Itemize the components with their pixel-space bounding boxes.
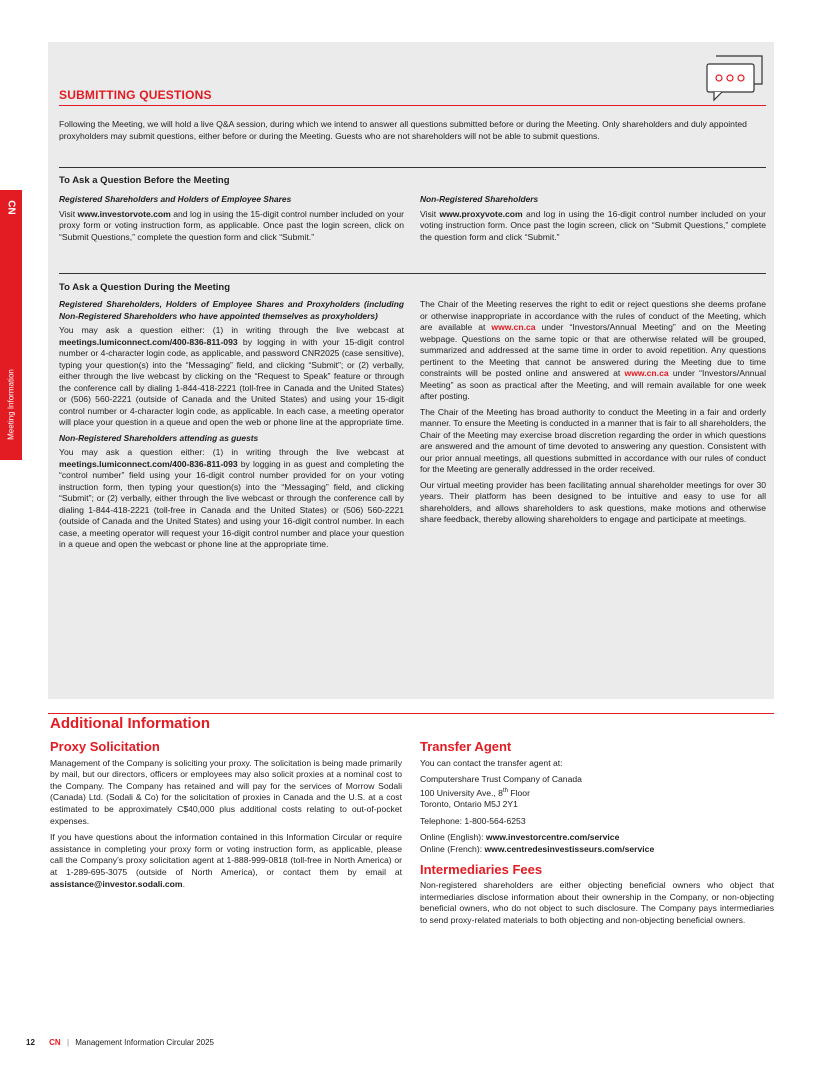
proxyvote-link[interactable]: www.proxyvote.com — [439, 208, 523, 219]
proxy-heading: Proxy Solicitation — [50, 739, 160, 754]
transfer-agent-section — [420, 741, 774, 932]
online-english: Online (English): www.investorcentre.com/service — [420, 832, 620, 843]
fees-heading: Intermediaries Fees — [420, 861, 543, 877]
telephone: Telephone: 1-800-564-6253 — [420, 815, 526, 826]
address-line-1: Computershare Trust Company of Canada — [420, 774, 582, 785]
footer-document-title: Management Information Circular 2025 — [75, 1038, 214, 1047]
proxy-paragraph-1: Management of the Company is soliciting your proxy. The solicitation is being made primarily by mail, but our directors, officers or employees may also solicit proxies at a nominal cost to the Company. The Company has retained and will pay for the services of Morrow Sodali (Canada) Ltd. (Sodali & Co) for the solicitation of proxies in Canada and the U.S. at a cost estimated to be approximately C$40,000 plus additional costs relating to out-of-pocket expenses. — [50, 757, 402, 826]
address-line-3: Toronto, Ontario M5J 2Y1 — [420, 799, 518, 810]
chair-authority-paragraph: The Chair of the Meeting has broad authority to conduct the Meeting in a fair and orderly manner. To ensure the Meeting is conducted in a manner that is fair to all shareholders, the Chair of the Meeting may exercise broad discretion regarding the order in which questions are answered and the amount of time devoted to answering any question. Consistent with our prior annual meetings, all questions submitted in accordance with our rules of conduct for the Meeting are generally addressed in the order received. — [420, 406, 766, 474]
section-title: SUBMITTING QUESTIONS — [59, 88, 212, 102]
during-left-subheading-1: Registered Shareholders, Holders of Employee Shares and Proxyholders (including Non-Registered Shareholders who have appointed themselves as proxyholders) — [59, 299, 404, 321]
provider-paragraph: Our virtual meeting provider has been facilitating annual shareholder meetings for over 30 years. Their platform has been designed to be intuitive and easy to use for all shareholders, and allows shareholders to ask questions, make motions and otherwise share feedback, thereby allowing shareholders to engage and participate at meetings. — [420, 479, 766, 524]
intro-paragraph: Following the Meeting, we will hold a live Q&A session, during which we intend to answer all questions submitted before or during the Meeting. Only shareholders and duly appointed proxyholders may submit questions, either before or during the Meeting. Guests who are not shareholders will not be able to submit questions. — [59, 119, 747, 141]
before-right-subheading: Non-Registered Shareholders — [420, 194, 539, 204]
investorvote-link[interactable]: www.investorvote.com — [77, 208, 171, 219]
footer-separator: | — [66, 1038, 70, 1047]
cn-website-link[interactable]: www.cn.ca — [624, 368, 669, 378]
cn-website-link[interactable]: www.cn.ca — [491, 322, 536, 332]
chat-bubble-icon — [704, 52, 766, 102]
fees-paragraph: Non-registered shareholders are either objecting beneficial owners who object that intermediaries disclose information about their ownership in the Company, or non-objecting beneficial owners, who do not object to such disclosure. The Company pays intermediaries to send proxy-related materials to both objecting and non-objecting beneficial owners. — [420, 880, 774, 925]
title-divider — [59, 105, 766, 106]
before-left-column: Registered Shareholders and Holders of Employee Shares Visit www.investorvote.com and log in using the 15-digit control number included on your proxy form or voting instruction form, as applicable. Once past the login screen, click on “Submit Questions,” complete the question form and click “Submit.” — [59, 194, 404, 242]
lumiconnect-link[interactable]: meetings.lumiconnect.com/400-836-811-093 — [59, 458, 238, 469]
centredesinvestisseurs-link[interactable]: www.centredesinvestisseurs.com/service — [484, 844, 655, 855]
transfer-heading: Transfer Agent — [420, 739, 512, 754]
during-heading: To Ask a Question During the Meeting — [59, 282, 231, 293]
divider — [59, 167, 766, 168]
lumiconnect-link[interactable]: meetings.lumiconnect.com/400-836-811-093 — [59, 336, 238, 347]
before-heading: To Ask a Question Before the Meeting — [59, 175, 230, 186]
cn-logo: CN — [5, 200, 17, 215]
divider — [59, 273, 766, 274]
online-french: Online (French): www.centredesinvestisseurs.com/service — [420, 844, 655, 855]
during-left-subheading-2: Non-Registered Shareholders attending as guests — [59, 432, 259, 443]
during-left-column: Registered Shareholders, Holders of Employee Shares and Proxyholders (including Non-Registered Shareholders who have appointed themselves as proxyholders) You may ask a question either: (1) in writing through the live webcast at meetings.lumiconnect.com/400-836-811-093 by logging in with your 15-digit control number or 4-character login code, as applicable, and password CNR2025 (case sensitive), typing your question(s) into the “Messaging” field, and clicking “Submit”; or (2) verbally, either through the live webcast by clicking on the “Request to Speak” feature or through the conference call by dialing 1-844-418-2221 (toll-free in Canada and the United States) or (506) 560-2221 (outside of Canada and the United States) and using your 15-digit control number or 4-character login code, as applicable. In each case, a meeting operator will place your question in a queue and open the web or phone line at the appropriate time. Non-Registered Shareholders attending as guests You may ask a question either: (1) in writing through the live webcast at meetings.lumiconnect.com/400-836-811-093 by logging in as guest and completing the “control number” field using your 16-digit control number provided for on your voting instruction form, then typing your question(s) into the “Messaging” field, and clicking “Submit”; or (2) verbally, either through the live webcast or through the conference call by dialing 1-844-418-2221 (toll-free in Canada and the United States) or (506) 560-2221 (outside of Canada and the United States) and using your 16-digit control number. In each case, a meeting operator will request your 16-digit control number and place your question in a queue and open the webcast or phone line at the appropriate time. — [59, 299, 404, 549]
investorcentre-link[interactable]: www.investorcentre.com/service — [485, 832, 620, 843]
page-footer — [26, 1038, 214, 1047]
footer-logo: CN — [49, 1038, 61, 1047]
side-tab-label: Meeting Information — [6, 369, 16, 440]
transfer-intro: You can contact the transfer agent at: — [420, 757, 563, 768]
address-line-2: 100 University Ave., 8th Floor — [420, 787, 530, 798]
before-right-column: Non-Registered Shareholders Visit www.proxyvote.com and log in using the 16-digit control number included on your voting instruction form. Once past the login screen, click on “Submit Questions,” complete the question form and click “Submit.” — [420, 194, 766, 242]
during-right-column: The Chair of the Meeting reserves the right to edit or reject questions she deems profane or otherwise inappropriate in accordance with the rules of conduct of the Meeting, which are available at www.cn.ca under “Investors/Annual Meeting” and on the Meeting webpage. Questions on the same topic or that are otherwise related will be grouped, summarized and addressed at the same time in order to avoid repetition. Any questions pertinent to the Meeting that cannot be answered during the Meeting due to time constraints will be posted online and answered at www.cn.ca under “Investors/Annual Meeting” as soon as practical after the Meeting, and will remain available for one week after posting. The Chair of the Meeting has broad authority to conduct the Meeting in a fair and orderly manner. To ensure the Meeting is conducted in a manner that is fair to all shareholders, the Chair of the Meeting may exercise broad discretion regarding the order in which questions are answered and the amount of time devoted to answering any question. Consistent with our prior annual meetings, all questions submitted in accordance with our rules of conduct for the Meeting are generally addressed in the order received. Our virtual meeting provider has been facilitating annual shareholder meetings for over 30 years. Their platform has been designed to be intuitive and easy to use for all shareholders, and allows shareholders to ask questions, make motions and otherwise share feedback, thereby allowing shareholders to engage and participate at meetings. — [420, 299, 766, 524]
additional-title: Additional Information — [50, 715, 210, 732]
page-number: 12 — [26, 1038, 35, 1047]
proxy-solicitation-section: Proxy Solicitation Management of the Company is soliciting your proxy. The solicitation is being made primarily by mail, but our directors, officers or employees may also solicit proxies at a nominal cost to the Company. The Company has retained and will pay for the services of Morrow Sodali (Canada) Ltd. (Sodali & Co) for the solicitation of proxies in Canada and the U.S. at a cost estimated to be approximately C$40,000 plus additional costs relating to out-of-pocket expenses. If you have questions about the information contained in this Information Circular or require assistance in completing your proxy form or voting instruction form, as applicable, please call the Company’s proxy solicitation agent at 1-888-999-0818 (toll-free in North America) or at 1-289-695-3075 (outside of North America), or contact them by email at assistance@investor.sodali.com. — [50, 739, 402, 889]
before-left-subheading: Registered Shareholders and Holders of Employee Shares — [59, 194, 292, 204]
sodali-email-link[interactable]: assistance@investor.sodali.com — [50, 878, 183, 889]
additional-divider — [48, 713, 774, 714]
section-side-tab — [0, 190, 22, 460]
